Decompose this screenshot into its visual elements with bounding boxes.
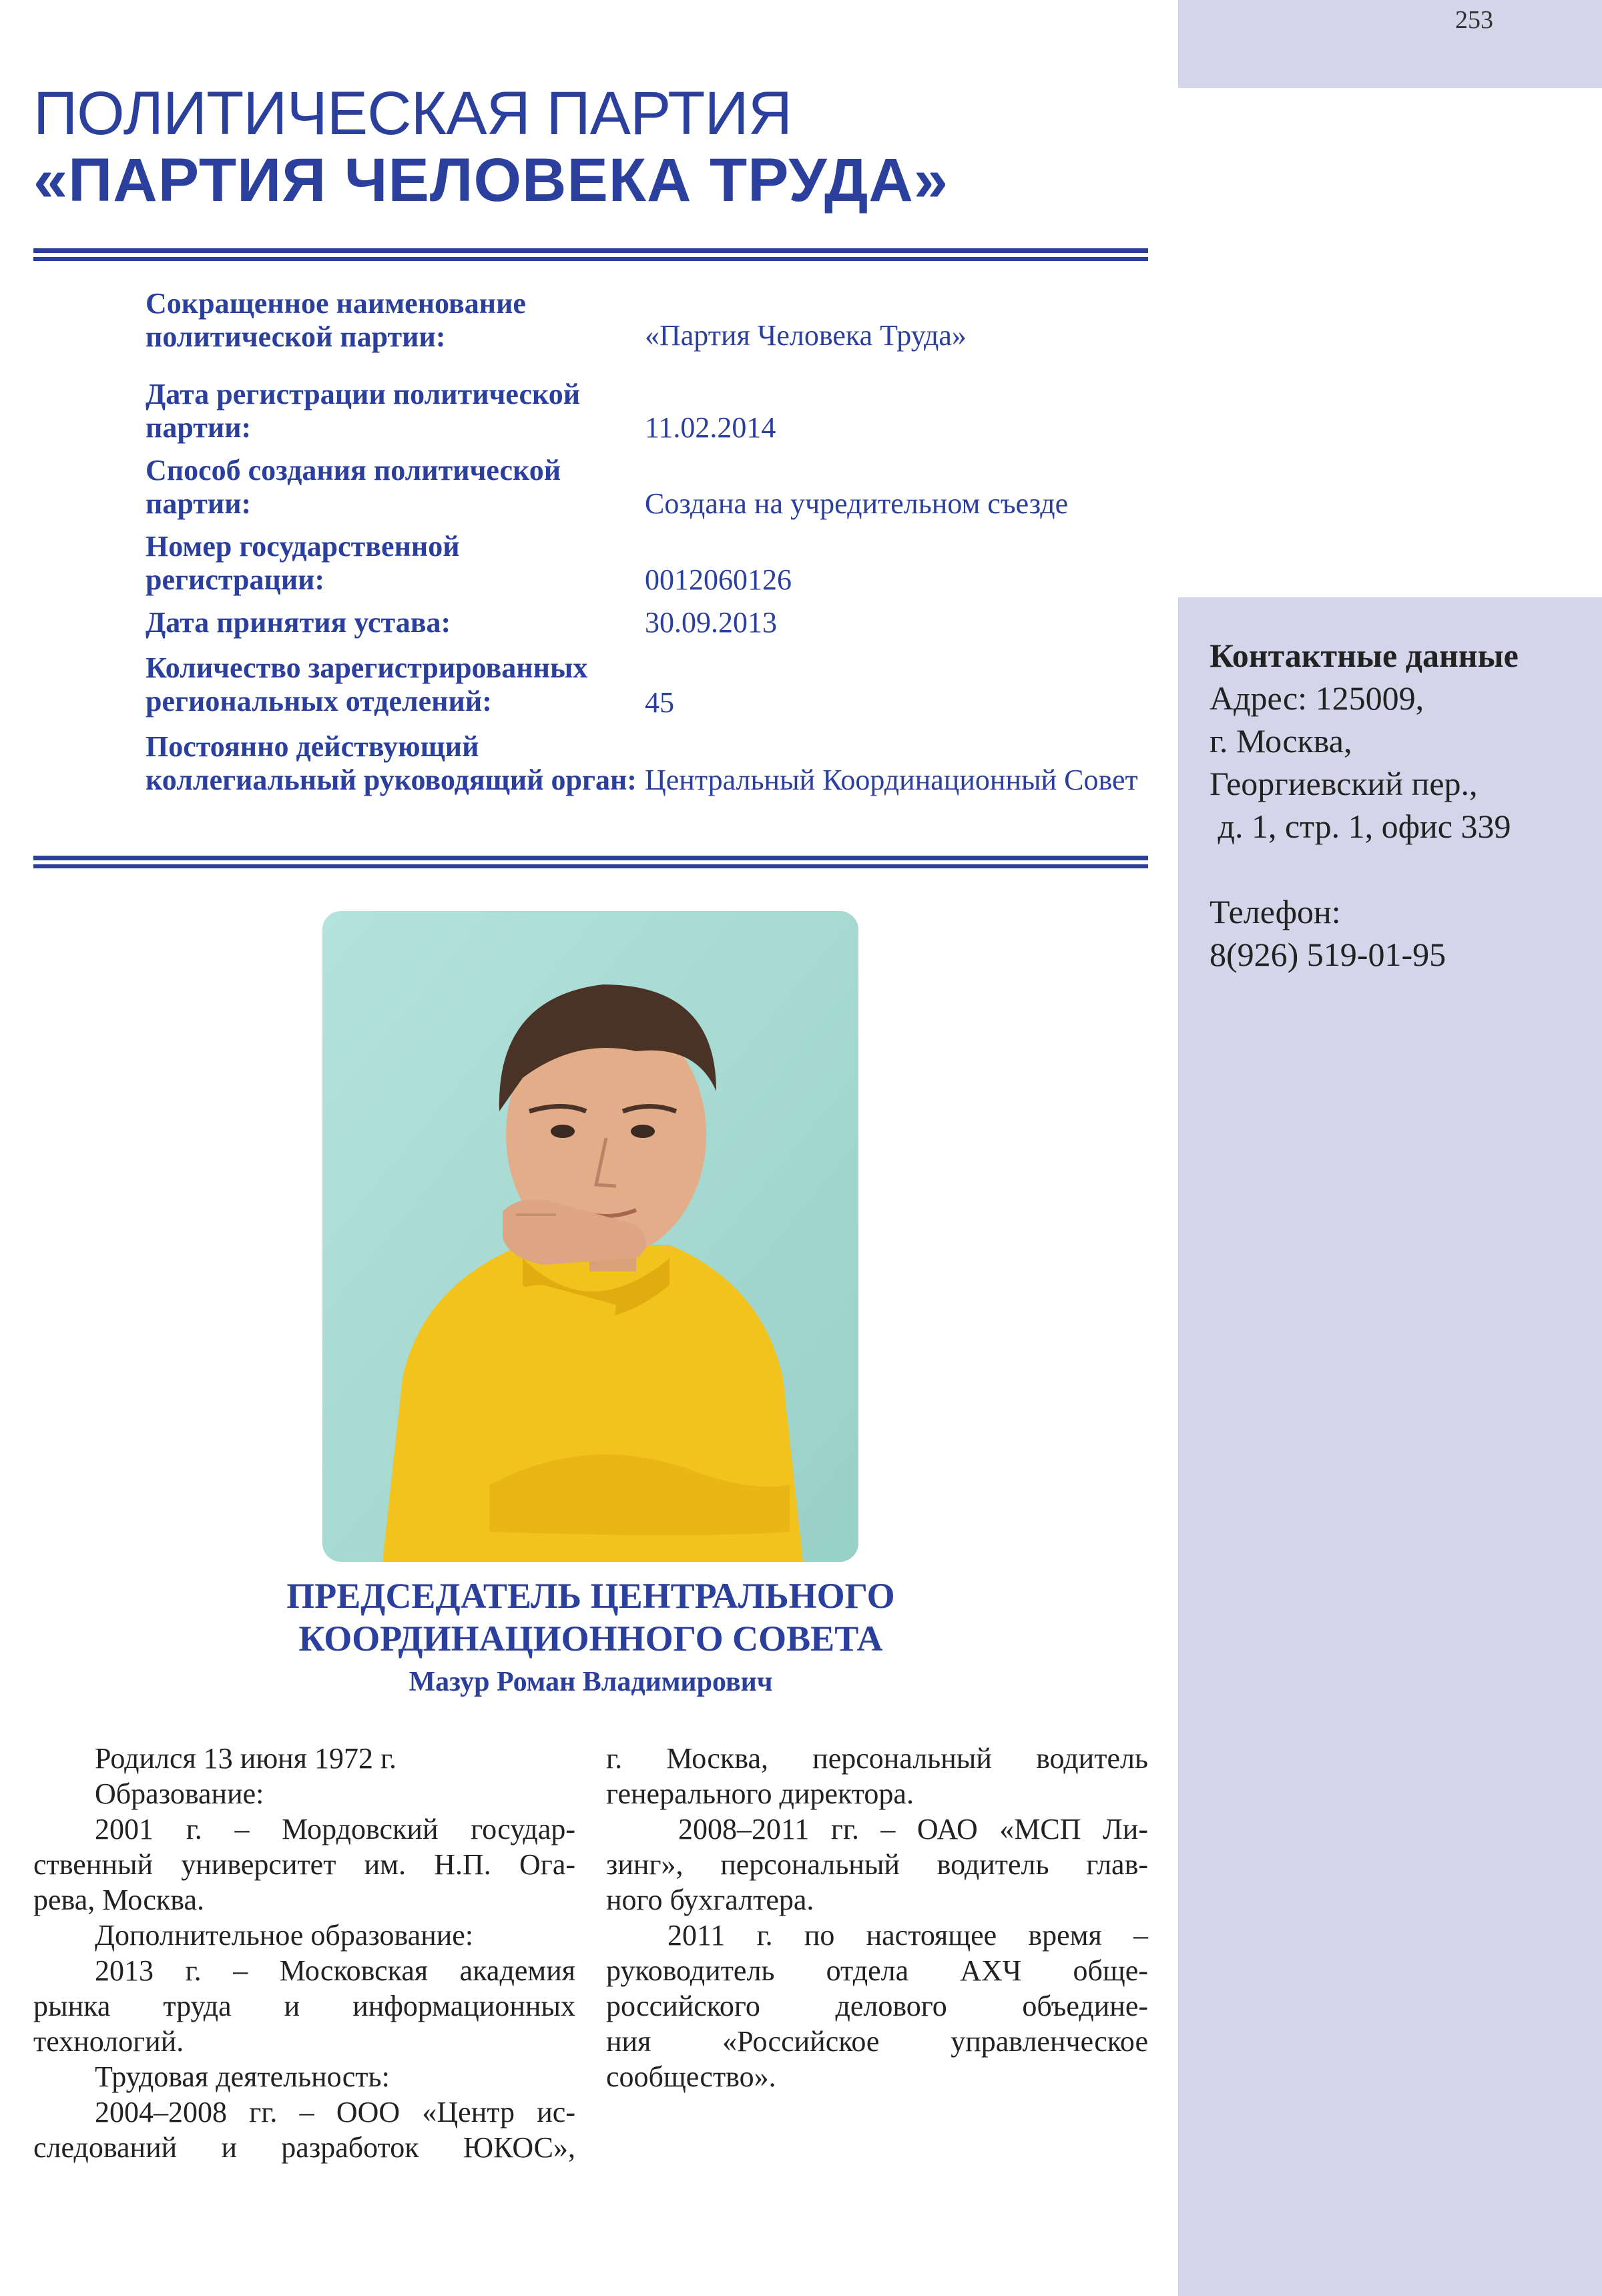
bio-line: 2008–2011 гг. – ОАО «МСП Ли-: [678, 1813, 1148, 1845]
bio-line: ственный университет им. Н.П. Ога-: [33, 1848, 575, 1881]
info-value: 11.02.2014: [645, 411, 776, 444]
sidebar-top-band: [1178, 0, 1602, 88]
info-value: 30.09.2013: [645, 606, 777, 639]
bio-line: ния «Российское управленческое: [606, 2025, 1148, 2058]
double-rule-bottom: [33, 856, 1148, 868]
info-label: Количество зарегистрированных региональных отделений:: [146, 651, 588, 718]
phone-number: 8(926) 519-01-95: [1210, 936, 1446, 973]
bio-line: Трудовая деятельность:: [95, 2060, 390, 2093]
chairman-portrait-photo: [322, 911, 858, 1562]
chairman-name: Мазур Роман Владимирович: [409, 1667, 773, 1697]
bio-line: ного бухгалтера.: [606, 1884, 814, 1916]
info-label: Номер государственной регистрации:: [146, 530, 460, 596]
bio-column-right: [606, 1741, 1148, 2094]
bio-line: 2013 г. – Московская академия: [95, 1954, 575, 1987]
bio-line: Образование:: [95, 1777, 264, 1810]
info-value: 0012060126: [645, 563, 792, 596]
phone-label: Телефон:: [1210, 893, 1341, 930]
page-title-line2: «ПАРТИЯ ЧЕЛОВЕКА ТРУДА»: [33, 146, 949, 214]
bio-line: Родился 13 июня 1972 г.: [95, 1742, 397, 1775]
bio-line: следований и разработок ЮКОС»,: [33, 2131, 575, 2164]
double-rule-top: [33, 248, 1148, 261]
bio-line: г. Москва, персональный водитель: [606, 1742, 1148, 1775]
bio-line: Дополнительное образование:: [95, 1919, 474, 1952]
info-label: Способ создания политической партии:: [146, 454, 561, 520]
page-title-line1: ПОЛИТИЧЕСКАЯ ПАРТИЯ: [33, 79, 792, 148]
address-line: Георгиевский пер.,: [1210, 765, 1478, 802]
bio-line: российского делового объедине-: [606, 1990, 1148, 2022]
bio-line: рева, Москва.: [33, 1884, 205, 1916]
address-line: Адрес: 125009,: [1210, 679, 1424, 717]
bio-line: сообщество».: [606, 2060, 776, 2093]
info-label: Дата принятия устава:: [146, 606, 451, 639]
bio-line: технологий.: [33, 2025, 184, 2058]
page-number: 253: [1455, 6, 1493, 34]
bio-line: рынка труда и информационных: [33, 1990, 575, 2022]
info-label: Постоянно действующий коллегиальный руководящий орган:: [146, 730, 637, 796]
info-value: Создана на учредительном съезде: [645, 487, 1069, 520]
bio-line: зинг», персональный водитель глав-: [606, 1848, 1148, 1881]
info-label: Дата регистрации политической партии:: [146, 378, 581, 444]
contacts-heading: Контактные данные: [1210, 637, 1519, 674]
address-line: д. 1, стр. 1, офис 339: [1210, 808, 1511, 845]
chairman-title-line1: ПРЕДСЕДАТЕЛЬ ЦЕНТРАЛЬНОГО: [286, 1576, 895, 1616]
bio-line: руководитель отдела АХЧ обще-: [606, 1954, 1148, 1987]
chairman-title-line2: КООРДИНАЦИОННОГО СОВЕТА: [298, 1619, 883, 1659]
info-value: «Партия Человека Труда»: [645, 319, 967, 352]
info-label: Сокращенное наименование политической партии:: [146, 287, 526, 353]
bio-column-left: [33, 1741, 575, 2165]
bio-line: 2004–2008 гг. – ООО «Центр ис-: [95, 2096, 575, 2128]
contacts-block: [1210, 634, 1583, 976]
bio-line: 2001 г. – Мордовский государ-: [95, 1813, 575, 1845]
address-line: г. Москва,: [1210, 722, 1352, 760]
info-value: Центральный Координационный Совет: [645, 764, 1138, 796]
info-value: 45: [645, 686, 674, 719]
bio-line: 2011 г. по настоящее время –: [668, 1919, 1148, 1952]
bio-line: генерального директора.: [606, 1777, 914, 1810]
